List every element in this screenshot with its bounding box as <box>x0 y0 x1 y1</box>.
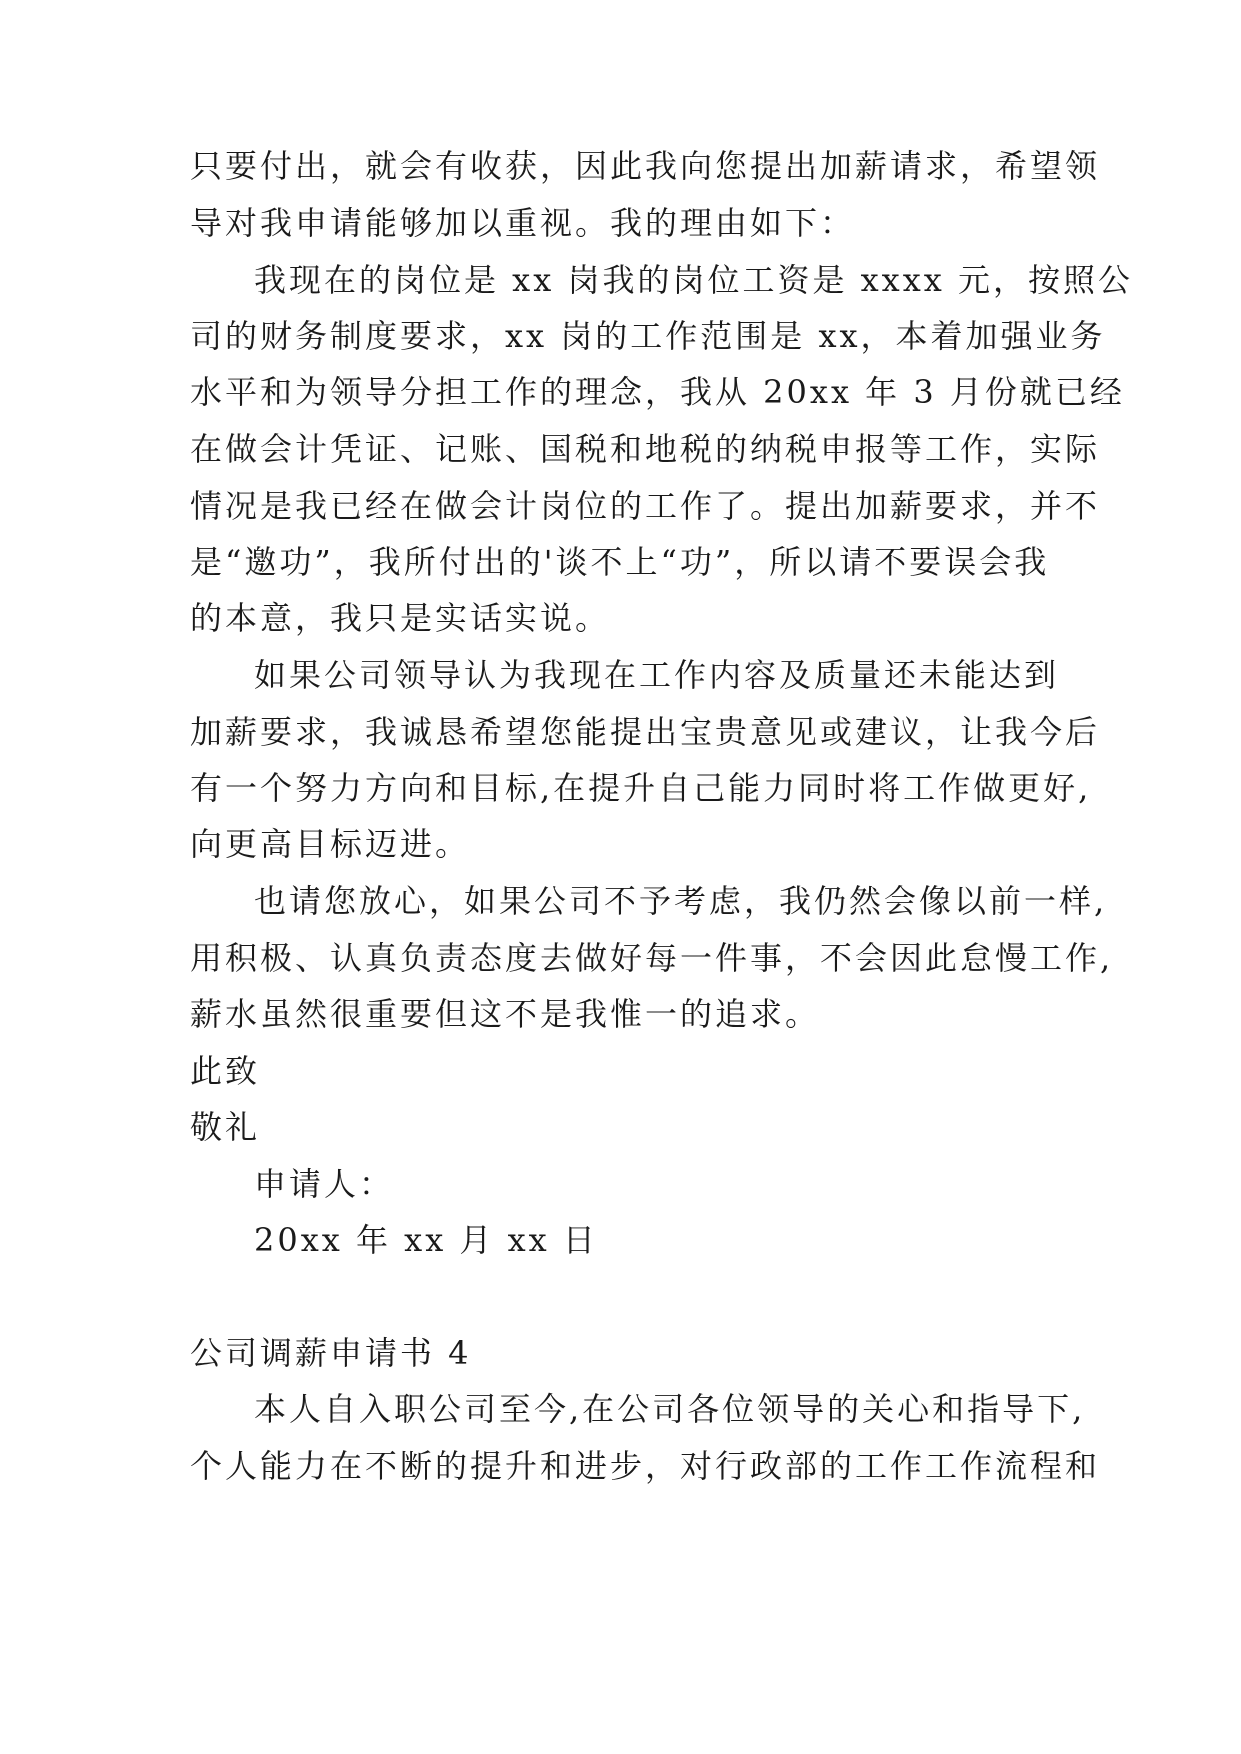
paragraph-line: 导对我申请能够加以重视。我的理由如下： <box>190 204 856 242</box>
paragraph-line: 的本意，我只是实话实说。 <box>190 599 611 637</box>
paragraph-line: 情况是我已经在做会计岗位的工作了。提出加薪要求，并不 <box>190 487 1101 525</box>
paragraph-line: 向更高目标迈进。 <box>190 825 471 863</box>
paragraph-line: 在做会计凭证、记账、国税和地税的纳税申报等工作，实际 <box>190 430 1101 468</box>
closing-greeting: 此致 <box>190 1052 261 1090</box>
closing-salute: 敬礼 <box>190 1108 261 1146</box>
paragraph-line: 本人自入职公司至今,在公司各位领导的关心和指导下, <box>254 1390 1086 1428</box>
paragraph-line: 是“邀功”，我所付出的'谈不上“功”，所以请不要误会我 <box>190 543 1050 581</box>
paragraph-line: 如果公司领导认为我现在工作内容及质量还未能达到 <box>254 656 1060 694</box>
paragraph-line: 加薪要求，我诚恳希望您能提出宝贵意见或建议，让我今后 <box>190 713 1101 751</box>
paragraph-line: 司的财务制度要求，xx 岗的工作范围是 xx，本着加强业务 <box>190 317 1106 355</box>
paragraph-line: 只要付出，就会有收获，因此我向您提出加薪请求，希望领 <box>190 147 1101 185</box>
paragraph-line: 个人能力在不断的提升和进步，对行政部的工作工作流程和 <box>190 1447 1101 1485</box>
signature-date: 20xx 年 xx 月 xx 日 <box>254 1221 598 1259</box>
paragraph-line: 我现在的岗位是 xx 岗我的岗位工资是 xxxx 元，按照公 <box>254 261 1133 299</box>
paragraph-line: 薪水虽然很重要但这不是我惟一的追求。 <box>190 995 821 1033</box>
applicant-label: 申请人： <box>254 1165 395 1203</box>
section-title: 公司调薪申请书 4 <box>190 1334 472 1372</box>
paragraph-line: 水平和为领导分担工作的理念，我从 20xx 年 3 月份就已经 <box>190 373 1125 411</box>
paragraph-line: 也请您放心，如果公司不予考虑，我仍然会像以前一样, <box>254 882 1108 920</box>
paragraph-line: 用积极、认真负责态度去做好每一件事，不会因此怠慢工作, <box>190 939 1114 977</box>
paragraph-line: 有一个努力方向和目标,在提升自己能力同时将工作做更好, <box>190 769 1092 807</box>
